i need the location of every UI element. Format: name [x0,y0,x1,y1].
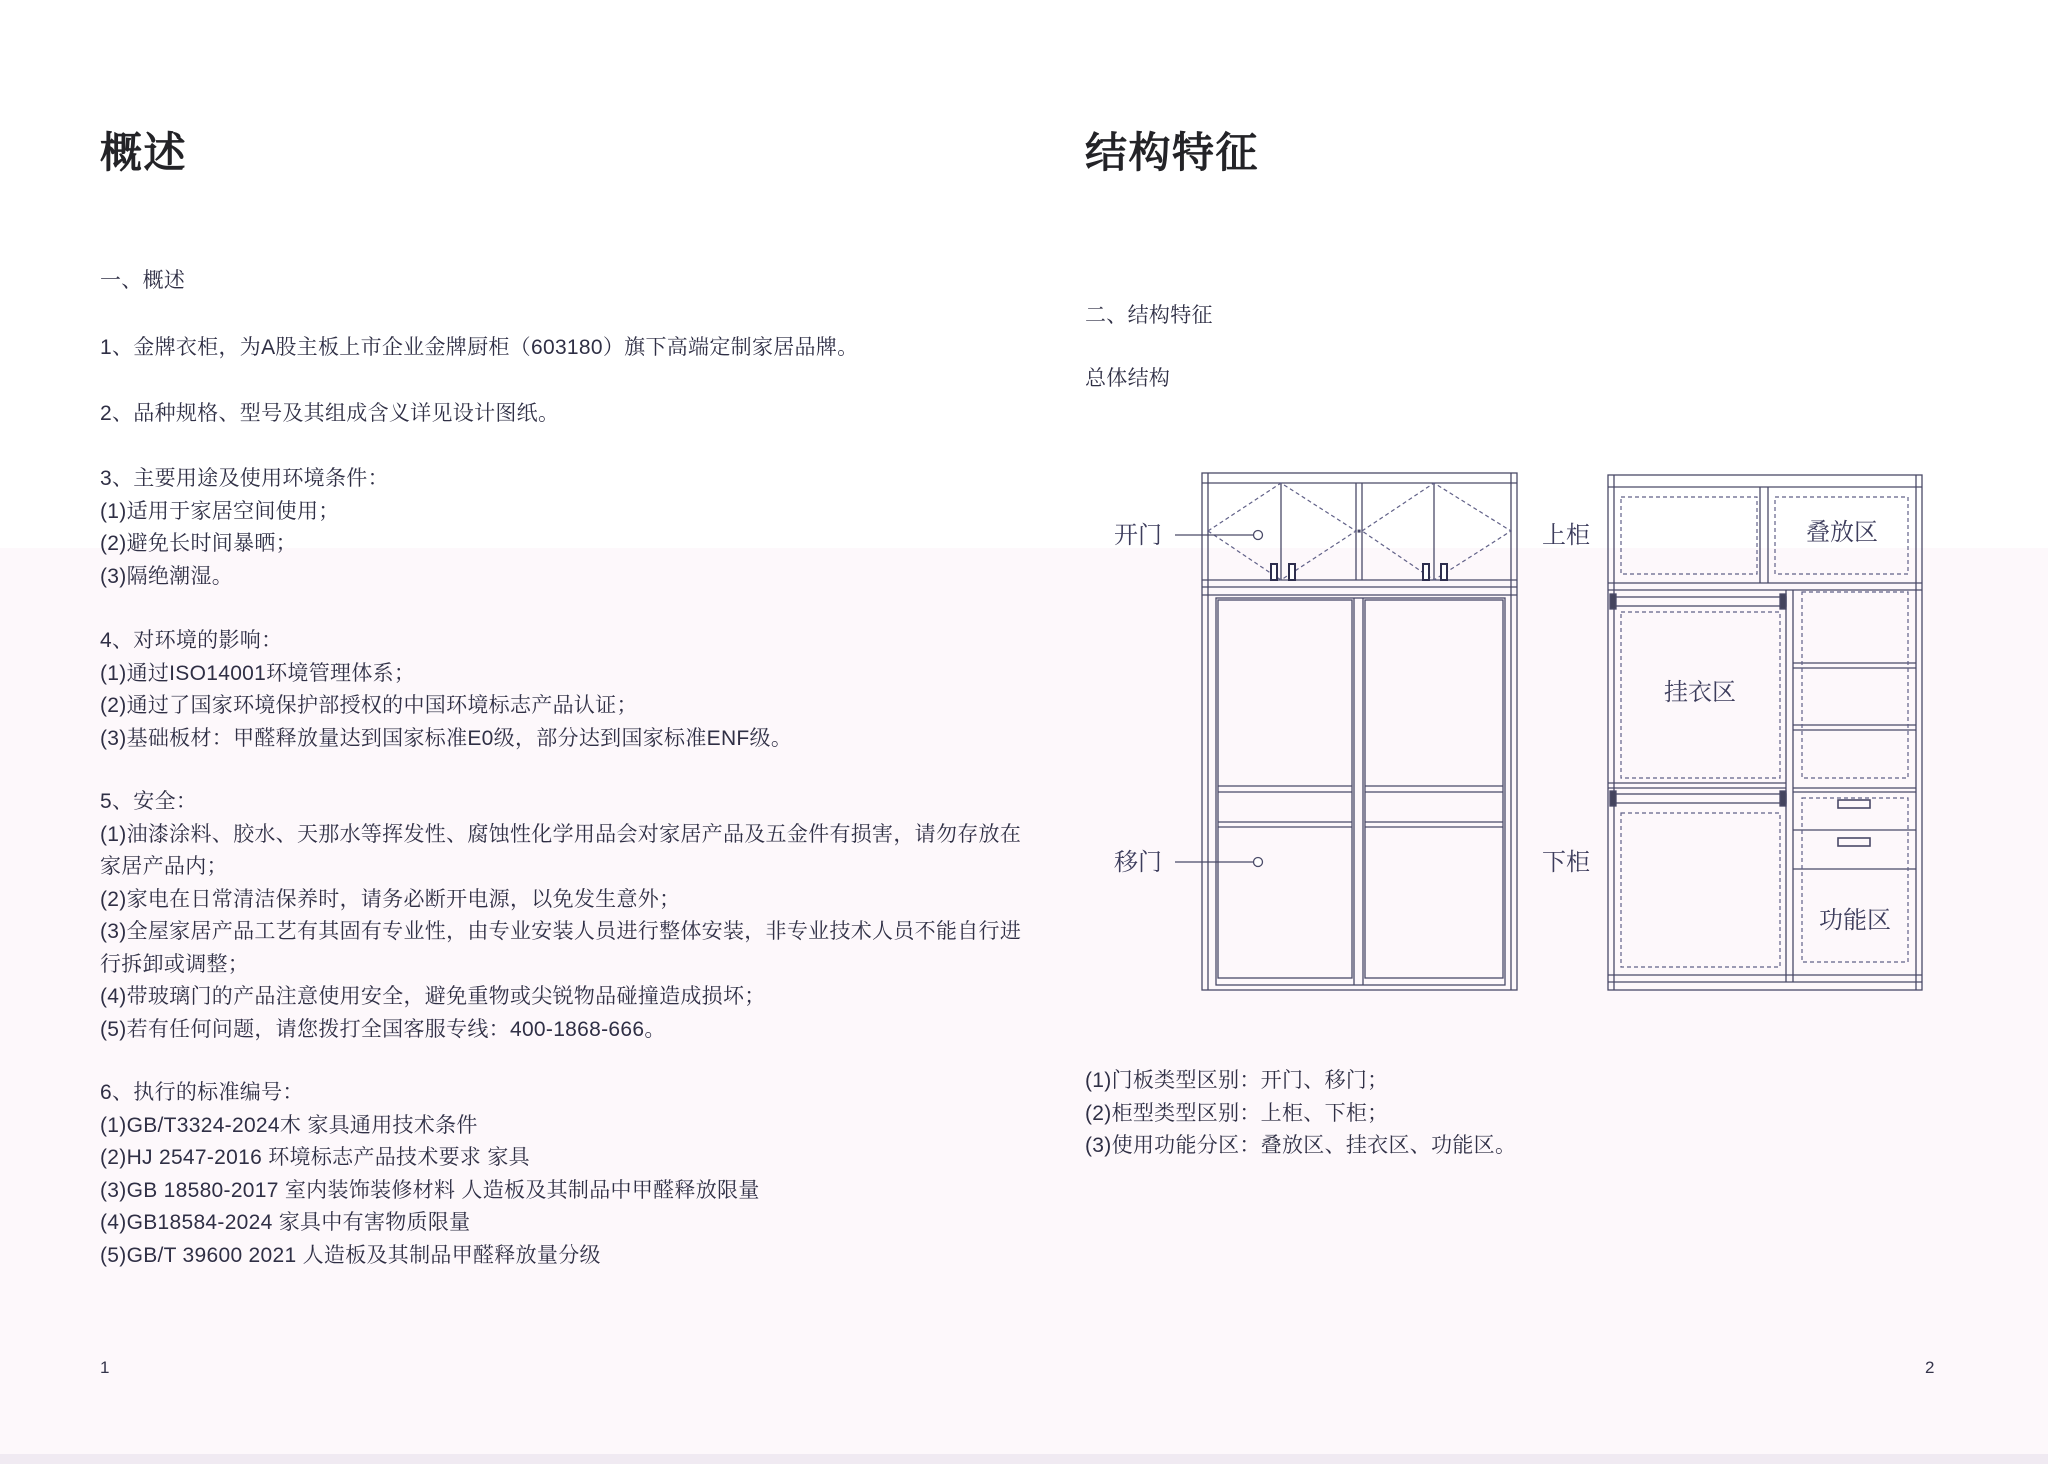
body-line: (5)GB/T 39600 2021 人造板及其制品甲醛释放量分级 [100,1243,601,1267]
background-footer-strip [0,1454,2048,1464]
door-handles [1271,564,1447,580]
body-line: (2)HJ 2547-2016 环境标志产品技术要求 家具 [100,1146,530,1169]
body-line: (2)通过了国家环境保护部授权的中国环境标志产品认证； [100,694,638,717]
paragraph-usage [100,463,389,593]
open-door-leader [1175,531,1263,540]
sliding-door-label: 移门 [1114,849,1162,876]
note-line: (3)使用功能分区：叠放区、挂衣区、功能区。 [1085,1134,1517,1157]
diagram-notes [1085,1065,1516,1163]
section-heading: 二、结构特征 [1085,304,1213,327]
section-heading-group [100,265,185,298]
open-door-label: 开门 [1114,522,1162,549]
body-line: (2)家电在日常清洁保养时，请务必断开电源，以免发生意外； [100,887,681,911]
body-line: 家居产品内； [100,855,228,878]
zone-outlines [1621,497,1908,967]
lower-cabinet-label: 下柜 [1542,849,1590,876]
body-line: (1)GB/T3324-2024木 家具通用技术条件 [100,1113,478,1137]
paragraph-specs [100,398,559,431]
body-line: 6、执行的标准编号： [100,1081,304,1104]
hanging-rod-top [1610,594,1786,609]
sliding-door-left-panel [1218,600,1352,978]
body-line: (1)油漆涂料、胶水、天那水等挥发性、腐蚀性化学用品会对家居产品及五金件有损害，请勿存放在 [100,822,1022,846]
body-line: (4)GB18584-2024 家具中有害物质限量 [100,1211,471,1234]
body-line: 2、品种规格、型号及其组成含义详见设计图纸。 [100,402,560,425]
left-page-number: 1 [100,1358,110,1377]
paragraph-standards [100,1077,760,1272]
subsection-heading: 总体结构 [1085,367,1171,390]
section-heading-group [1085,300,1213,333]
drawers [1793,788,1916,869]
body-line: 1、金牌衣柜，为A股主板上市企业金牌厨柜（603180）旗下高端定制家居品牌。 [100,336,859,359]
body-line: 5、安全： [100,790,198,813]
body-line: (1)通过ISO14001环境管理体系； [100,661,416,685]
shelves [1793,663,1916,730]
body-line: 行拆卸或调整； [100,952,250,976]
body-line: (3)隔绝潮湿。 [100,564,234,588]
subsection-heading-group [1085,363,1170,396]
note-line: (2)柜型类型区别：上柜、下柜； [1085,1101,1389,1125]
left-cabinet-outline [1202,473,1517,990]
right-page-number: 2 [1925,1358,1935,1377]
wardrobe-elevation-diagram [1085,440,2000,1020]
body-line: (3)GB 18580-2017 室内装饰装修材料 人造板及其制品中甲醛释放限量 [100,1178,760,1202]
body-line: (4)带玻璃门的产品注意使用安全，避免重物或尖锐物品碰撞造成损坏； [100,985,766,1008]
hanging-rod-bottom [1610,791,1786,806]
paragraph-safety [100,786,1021,1046]
upper-cabinet-label: 上柜 [1542,522,1590,549]
body-line: (3)全屋家居产品工艺有其固有专业性，由专业安装人员进行整体安装，非专业技术人员不能自行进 [100,920,1022,943]
paragraph-brand [100,332,858,365]
body-line: 4、对环境的影响： [100,629,283,652]
body-line: (2)避免长时间暴晒； [100,532,297,555]
body-line: 3、主要用途及使用环境条件： [100,467,389,490]
body-line: (1)适用于家居空间使用； [100,499,340,523]
left-page-title: 概述 [100,129,188,176]
right-page-title: 结构特征 [1085,129,1260,176]
sliding-door-right-panel [1365,600,1503,978]
function-zone-label: 功能区 [1819,907,1891,934]
door-view-cabinet [1175,473,1922,990]
paragraph-environment [100,625,792,755]
center-pivot-dot [1358,530,1361,533]
section-heading: 一、概述 [100,269,186,292]
note-line: (1)门板类型区别：开门、移门； [1085,1069,1389,1092]
sliding-door-leader [1175,858,1263,867]
stacking-zone-label: 叠放区 [1806,519,1878,546]
body-line: (5)若有任何问题，请您拨打全国客服专线：400-1868-666。 [100,1017,666,1041]
hanging-zone-label: 挂衣区 [1664,679,1736,706]
body-line: (3)基础板材：甲醛释放量达到国家标准E0级，部分达到国家标准ENF级。 [100,726,793,750]
